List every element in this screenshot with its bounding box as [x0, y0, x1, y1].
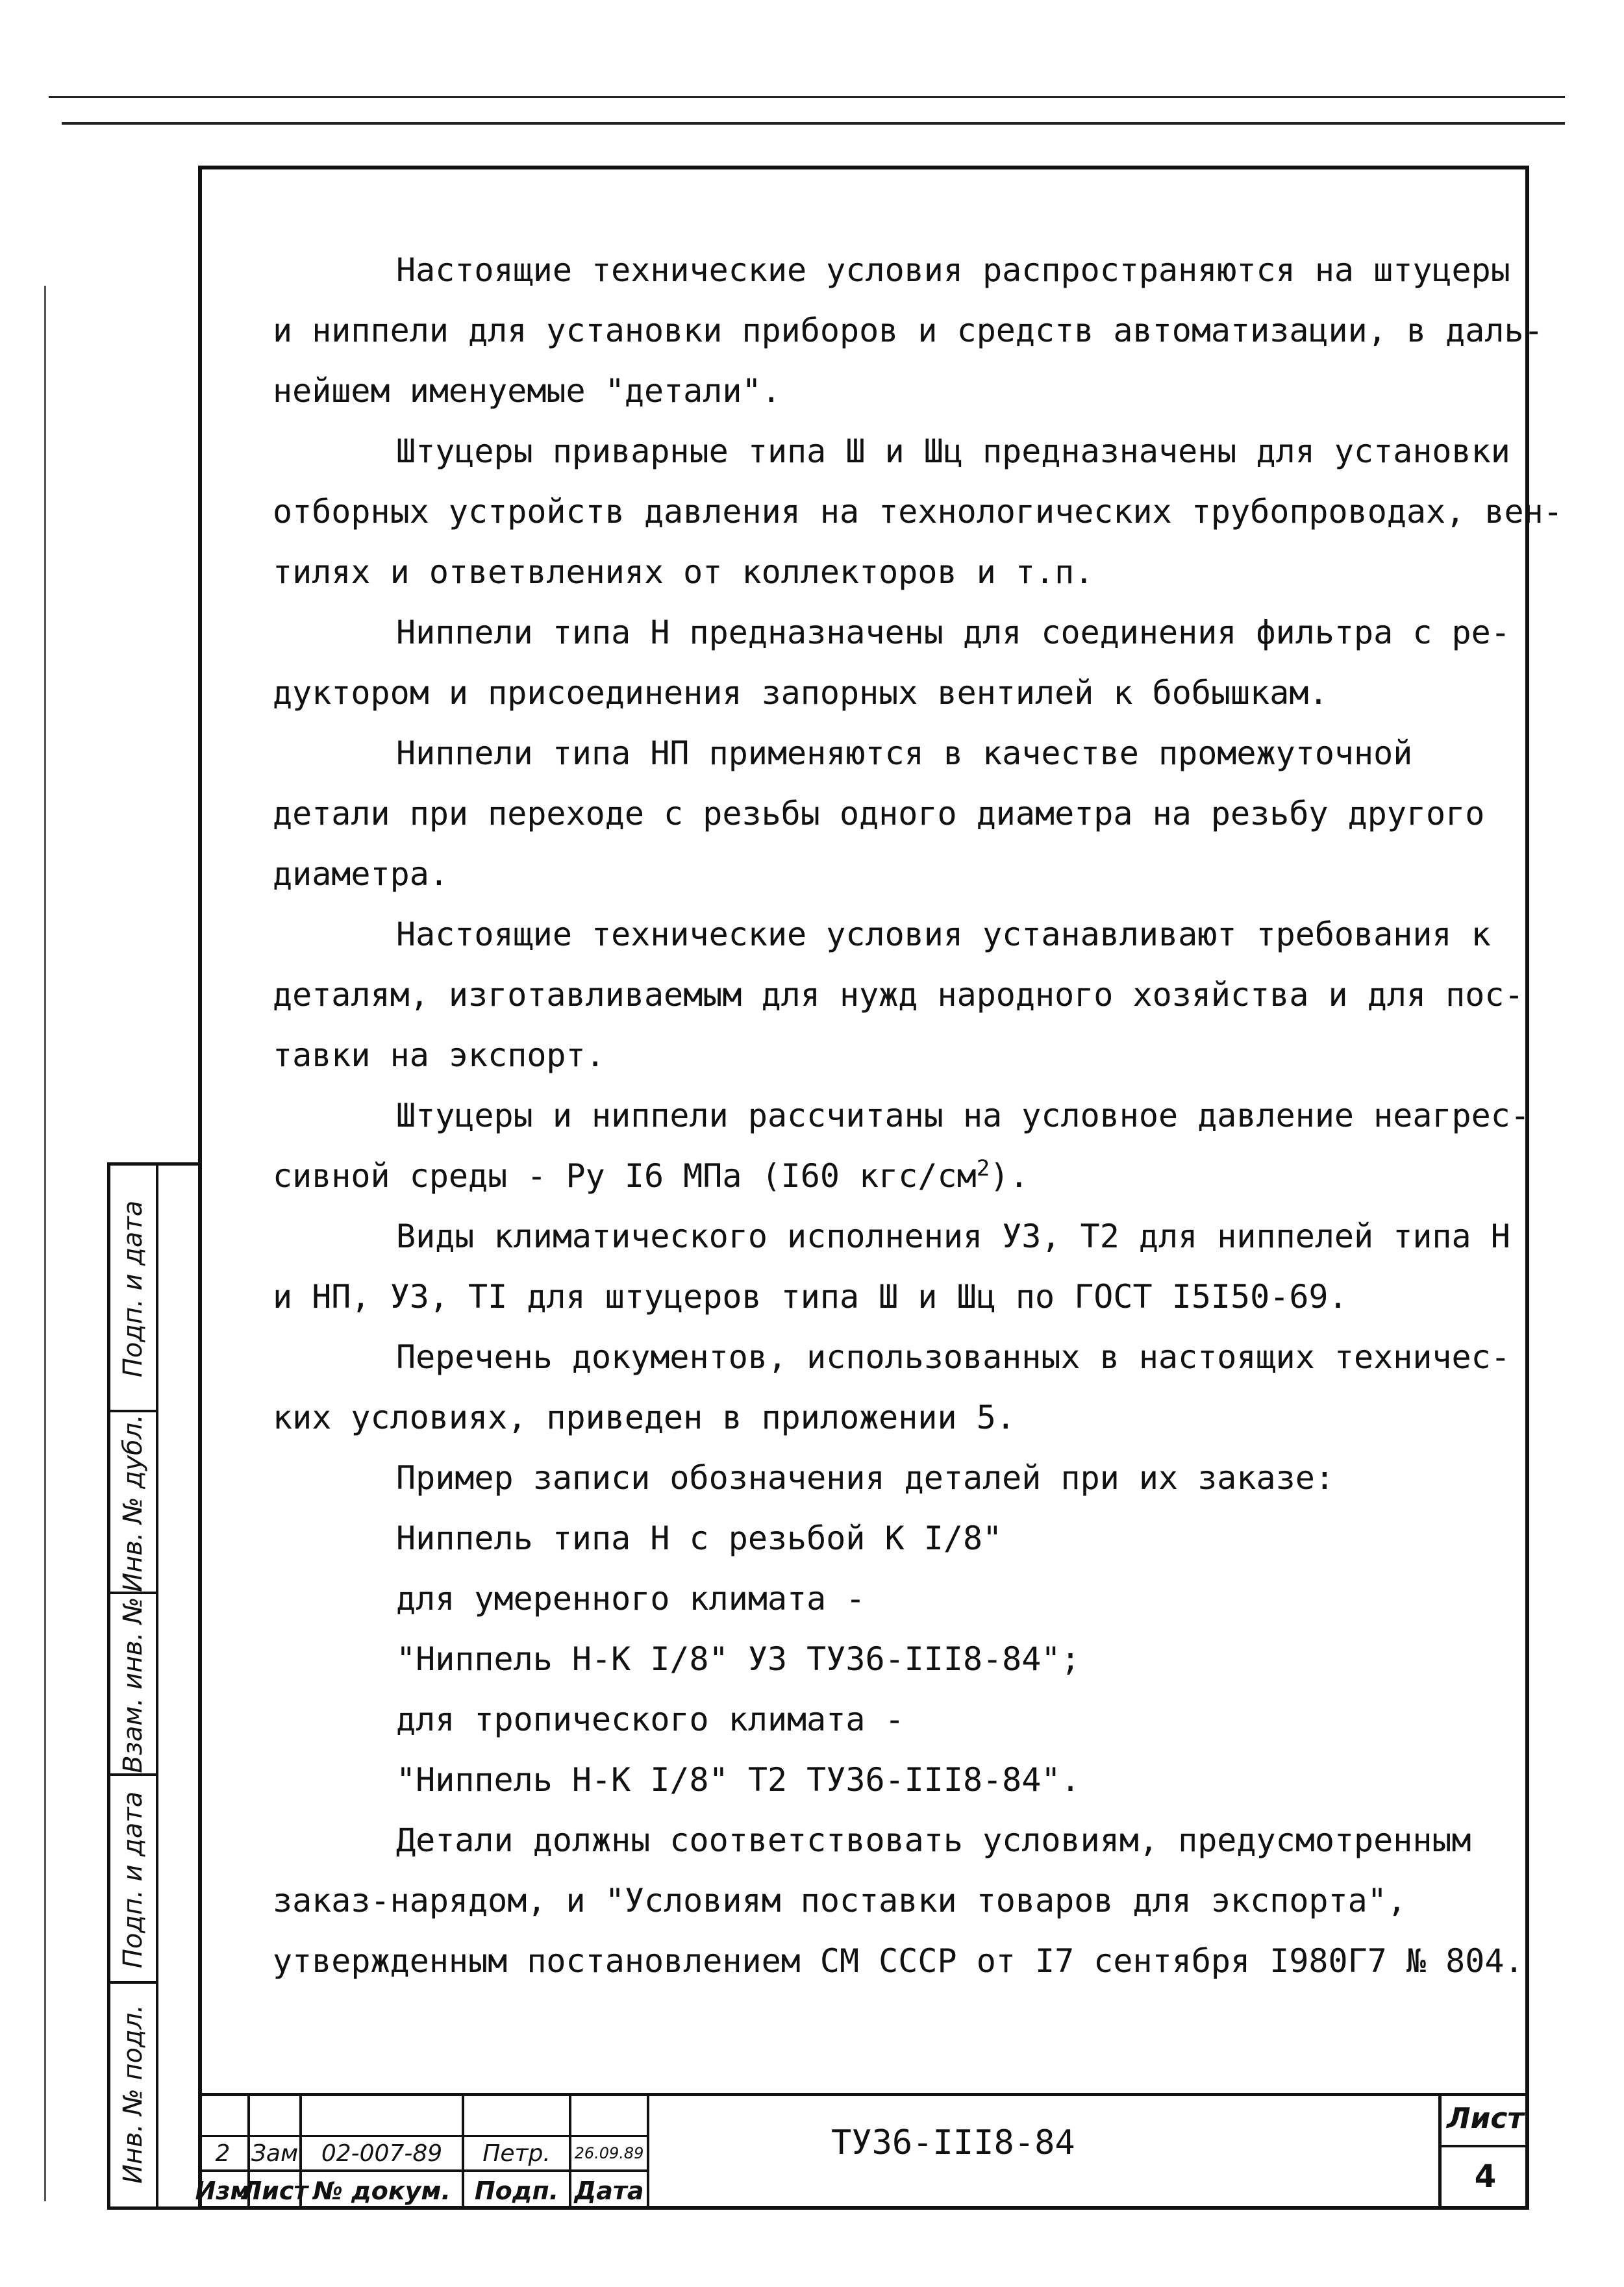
- sheet-box: [1438, 2093, 1529, 2210]
- revision-row: [198, 2137, 649, 2172]
- text-line: тилях и ответвлениях от коллекторов и т.п.: [273, 553, 1094, 591]
- revision-header-row: [195, 2172, 649, 2210]
- text-line: дуктором и присоединения запорных вентилей к бобышкам.: [273, 674, 1329, 712]
- text-line: ких условиях, приведен в приложении 5.: [273, 1399, 1016, 1436]
- side-stamp-label: Взам. инв. №: [118, 1597, 148, 1773]
- text-line: "Ниппель Н-К I/8" УЗ ТУ36-III8-84";: [396, 1640, 1081, 1678]
- side-stamp-label: Инв. № подл.: [118, 2005, 148, 2184]
- text-line: диаметра.: [273, 855, 449, 893]
- cell: [464, 2096, 571, 2135]
- text-line: Настоящие технические условия распространяются на штуцеры: [396, 251, 1510, 289]
- text-line: утвержденным постановлением СМ СССР от I7 сентября I980Г7 № 804.: [273, 1942, 1524, 1980]
- text-line: Детали должны соответствовать условиям, предусмотренным: [396, 1821, 1471, 1859]
- text-line: для тропического климата -: [396, 1701, 905, 1738]
- sheet-number: 4: [1474, 2158, 1497, 2195]
- side-stamp-label: Инв. № дубл.: [118, 1414, 148, 1592]
- side-stamp: [107, 1162, 198, 2210]
- side-stamp-label-column: [110, 1166, 158, 2206]
- cell: [571, 2096, 649, 2135]
- top-rule-1: [49, 96, 1565, 98]
- left-margin-mark: [44, 286, 46, 2201]
- text-line: для умеренного климата -: [396, 1580, 866, 1618]
- revision-row-blank: [198, 2096, 649, 2137]
- cell: [250, 2096, 302, 2135]
- top-rule-2: [62, 122, 1565, 125]
- text-line: Пример записи обозначения деталей при их заказе:: [396, 1459, 1334, 1497]
- side-stamp-label: Подп. и дата: [118, 1200, 148, 1378]
- text-line: деталям, изготавливаемым для нужд народного хозяйства и для пос-: [273, 976, 1524, 1014]
- text-line: Штуцеры приварные типа Ш и Шц предназначены для установки: [396, 432, 1510, 470]
- text-line: и НП, УЗ, TI для штуцеров типа Ш и Шц по ГОСТ I5I50-69.: [273, 1278, 1348, 1316]
- text-line: Ниппель типа Н с резьбой К I/8": [396, 1519, 1003, 1557]
- text-line: "Ниппель Н-К I/8" Т2 ТУ36-III8-84".: [396, 1761, 1081, 1799]
- side-stamp-label: Подп. и дата: [118, 1791, 148, 1969]
- text-line: Ниппели типа Н предназначены для соединения фильтра с ре-: [396, 614, 1510, 651]
- header-doc: № докум.: [302, 2172, 464, 2210]
- text-line: нейшем именуемые "детали".: [273, 372, 781, 410]
- superscript: 2: [976, 1155, 990, 1182]
- cell: [302, 2096, 464, 2135]
- text-line-pressure: [273, 1146, 1493, 1206]
- cell: [198, 2096, 250, 2135]
- text-line: тавки на экспорт.: [273, 1036, 605, 1074]
- header-izm: Изм: [198, 2172, 250, 2210]
- signature: Петр.: [464, 2137, 571, 2169]
- change-document: 02-007-89: [302, 2137, 464, 2169]
- change-type: Зам: [250, 2137, 302, 2169]
- header-date: Дата: [571, 2172, 649, 2210]
- text-line: Виды климатического исполнения УЗ, Т2 для ниппелей типа Н: [396, 1218, 1510, 1255]
- text-line: Настоящие технические условия устанавливают требования к: [396, 916, 1491, 953]
- text-line: Штуцеры и ниппели рассчитаны на условное давление неагрес-: [396, 1097, 1530, 1134]
- change-date: 26.09.89: [571, 2137, 649, 2169]
- text-segment: сивной среды - Ру I6 МПа (I60 кгс/см: [273, 1157, 977, 1195]
- text-segment: ).: [990, 1157, 1029, 1195]
- header-sign: Подп.: [464, 2172, 571, 2210]
- text-line: Ниппели типа НП применяются в качестве промежуточной: [396, 734, 1413, 772]
- text-line: и ниппели для установки приборов и средств автоматизации, в даль-: [273, 312, 1543, 349]
- text-line: заказ-нарядом, и "Условиям поставки товаров для экспорта",: [273, 1882, 1406, 1919]
- text-line: Перечень документов, использованных в настоящих техничес-: [396, 1338, 1510, 1376]
- document-body: [273, 240, 1563, 1992]
- header-list: Лист: [250, 2172, 302, 2210]
- text-line: отборных устройств давления на технологических трубопроводах, вен-: [273, 493, 1563, 531]
- change-number: 2: [198, 2137, 250, 2169]
- document-number: ТУ36-III8-84: [831, 2123, 1075, 2162]
- text-line: детали при переходе с резьбы одного диаметра на резьбу другого: [273, 795, 1485, 832]
- sheet-label: Лист: [1442, 2093, 1529, 2147]
